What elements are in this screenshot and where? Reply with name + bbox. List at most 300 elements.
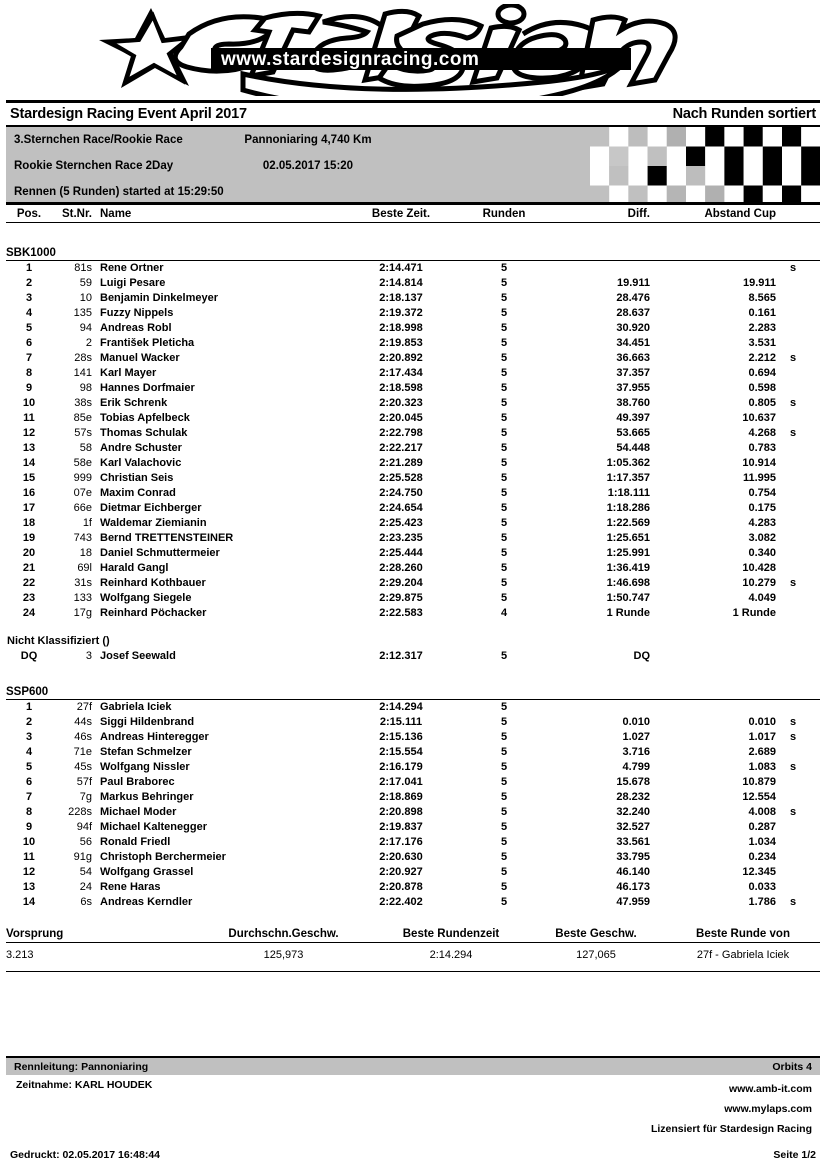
cell-time: 2:20.323 [379, 397, 423, 409]
cell-time: 2:20.892 [379, 352, 423, 364]
cell-time: 2:14.814 [379, 277, 423, 289]
col-name: Name [100, 205, 346, 223]
cell-stnr: 59 [79, 277, 92, 289]
cell-diff: 46.140 [616, 866, 650, 878]
cell-name: Markus Behringer [100, 791, 194, 803]
cell-cup [672, 260, 790, 276]
cell-name: Karl Valachovic [100, 457, 182, 469]
cell-pos: 2 [25, 716, 33, 728]
cell-diff: 37.955 [616, 382, 650, 394]
cell-cup: 0.340 [748, 547, 776, 559]
cell-stnr: 1f [82, 517, 92, 529]
cell-time: 2:17.434 [379, 367, 423, 379]
table-row [6, 820, 820, 835]
footer-bar [6, 1056, 820, 1075]
cell-flag [790, 561, 820, 576]
cell-pos: 8 [25, 806, 33, 818]
race-status: Rennen (5 Runden) started at 15:29:50 [14, 186, 224, 198]
link-mylaps[interactable]: www.mylaps.com [724, 1103, 812, 1115]
cell-flag: s [790, 731, 797, 743]
cell-name: Fuzzy Nippels [100, 307, 174, 319]
table-row [6, 381, 820, 396]
cell-pos: 5 [25, 322, 33, 334]
cell-cup: 0.033 [748, 881, 776, 893]
cell-diff: 1:36.419 [606, 562, 650, 574]
cell-name: Andreas Kerndler [100, 896, 193, 908]
cell-pos: 16 [22, 487, 36, 499]
cell-flag [790, 276, 820, 291]
cell-laps: 5 [500, 307, 508, 319]
table-row [6, 306, 820, 321]
cell-pos: 3 [25, 731, 33, 743]
table-row [6, 790, 820, 805]
table-row [6, 880, 820, 895]
cell-cup: 8.565 [748, 292, 776, 304]
cell-laps: 5 [500, 866, 508, 878]
cell-name: Andre Schuster [100, 442, 182, 454]
col-laps: Runden [456, 205, 552, 223]
cell-flag: s [790, 716, 797, 728]
table-row [6, 321, 820, 336]
cell-laps: 5 [500, 896, 508, 908]
table-row [6, 260, 820, 276]
cell-name: Karl Mayer [100, 367, 157, 379]
cell-laps: 5 [500, 577, 508, 589]
cell-diff: 4.799 [622, 761, 650, 773]
group-spacer [6, 664, 820, 684]
cell-stnr: 28s [74, 352, 92, 364]
cell-time: 2:29.875 [379, 592, 423, 604]
cell-cup: 1.017 [748, 731, 776, 743]
cell-diff [552, 699, 672, 715]
cell-stnr: 38s [74, 397, 92, 409]
track-name: Pannoniaring 4,740 Km [244, 134, 372, 146]
cell-time: 2:25.528 [379, 472, 423, 484]
cell-flag [790, 516, 820, 531]
cell-time: 2:20.878 [379, 881, 423, 893]
cell-time: 2:18.869 [379, 791, 423, 803]
cell-time: 2:14.294 [379, 701, 423, 713]
table-row [6, 775, 820, 790]
cell-time: 2:14.471 [379, 262, 423, 274]
cell-pos: 6 [25, 776, 33, 788]
cell-laps: 5 [500, 517, 508, 529]
cell-name: Gabriela Iciek [100, 701, 172, 713]
page-number: Seite 1/2 [773, 1149, 816, 1161]
summary-val-best-speed: 127,065 [526, 942, 666, 971]
cell-flag [790, 441, 820, 456]
cell-laps: 5 [500, 502, 508, 514]
summary-col-best-by: Beste Runde von [666, 926, 820, 943]
cell-name: Michael Moder [100, 806, 177, 818]
timing-credit: Zeitnahme: KARL HOUDEK [16, 1079, 153, 1091]
cell-diff: 0.010 [622, 716, 650, 728]
cell-pos: 23 [22, 592, 36, 604]
cell-flag [790, 606, 820, 621]
cell-laps: 5 [500, 292, 508, 304]
cell-flag [790, 471, 820, 486]
cell-stnr: 31s [74, 577, 92, 589]
cell-stnr: 57f [76, 776, 92, 788]
cell-name: Wolfgang Nissler [100, 761, 190, 773]
summary-col-avg-speed: Durchschn.Geschw. [191, 926, 376, 943]
cell-time: 2:19.372 [379, 307, 423, 319]
cell-cup: 2.212 [748, 352, 776, 364]
cell-diff: 1:50.747 [606, 592, 650, 604]
group-name: SBK1000 [6, 246, 56, 259]
cell-cup: 12.554 [742, 791, 776, 803]
cell-cup: 0.287 [748, 821, 776, 833]
cell-name: Andreas Robl [100, 322, 172, 334]
cell-diff: 19.911 [616, 277, 650, 289]
cell-time: 2:18.598 [379, 382, 423, 394]
cell-cup: 1.034 [748, 836, 776, 848]
column-header-row [6, 205, 820, 223]
cell-stnr: 743 [73, 532, 92, 544]
logo-svg [93, 4, 793, 96]
cell-laps: 5 [500, 337, 508, 349]
cell-flag: s [790, 761, 797, 773]
cell-laps: 5 [500, 427, 508, 439]
group-rows-sbk1000 [6, 260, 820, 621]
cell-laps: 5 [500, 851, 508, 863]
cell-stnr: 24 [79, 881, 92, 893]
cell-pos: 7 [25, 352, 33, 364]
cell-stnr: 3 [85, 650, 92, 662]
col-flag [790, 205, 820, 223]
cell-diff: 47.959 [616, 896, 650, 908]
cell-flag: s [790, 577, 797, 589]
cell-stnr: 228s [68, 806, 92, 818]
cell-stnr: 18 [79, 547, 92, 559]
cell-stnr: 17g [73, 607, 92, 619]
cell-diff: 15.678 [616, 776, 650, 788]
cell-time: 2:17.041 [379, 776, 423, 788]
cell-name: Reinhard Kothbauer [100, 577, 206, 589]
table-row [6, 850, 820, 865]
stardesign-logo [6, 0, 820, 100]
cell-stnr: 999 [73, 472, 92, 484]
cell-name: Daniel Schmuttermeier [100, 547, 220, 559]
cell-stnr: 10 [79, 292, 92, 304]
cell-stnr: 46s [74, 731, 92, 743]
cell-time: 2:25.423 [379, 517, 423, 529]
cell-stnr: 45s [74, 761, 92, 773]
summary-col-vorsprung: Vorsprung [6, 926, 191, 943]
event-title: Stardesign Racing Event April 2017 [10, 106, 247, 122]
cell-cup: 10.637 [742, 412, 776, 424]
cell-laps: 5 [500, 547, 508, 559]
group-header-ssp600 [6, 684, 820, 700]
cell-pos: 14 [22, 457, 36, 469]
table-row [6, 291, 820, 306]
cell-flag: s [790, 427, 797, 439]
table-row [6, 426, 820, 441]
cell-flag: s [790, 806, 797, 818]
cell-time: 2:28.260 [379, 562, 423, 574]
cell-laps: 5 [500, 761, 508, 773]
cell-pos: 22 [22, 577, 36, 589]
cell-stnr: 69l [77, 562, 92, 574]
info-row-session [6, 153, 820, 179]
cell-flag [790, 531, 820, 546]
cell-time: 2:22.583 [379, 607, 423, 619]
cell-name: Benjamin Dinkelmeyer [100, 292, 218, 304]
cell-laps: 5 [500, 412, 508, 424]
cell-cup: 3.082 [748, 532, 776, 544]
footer-content [6, 1075, 820, 1139]
cell-flag [790, 790, 820, 805]
cell-stnr: 141 [73, 367, 92, 379]
cell-pos: DQ [20, 650, 38, 662]
col-diff: Diff. [552, 205, 672, 223]
cell-time: 2:20.927 [379, 866, 423, 878]
cell-name: Andreas Hinteregger [100, 731, 209, 743]
cell-flag [790, 291, 820, 306]
cell-time: 2:18.998 [379, 322, 423, 334]
cell-pos: 8 [25, 367, 33, 379]
cell-pos: 6 [25, 337, 33, 349]
cell-cup: 0.234 [748, 851, 776, 863]
cell-cup: 12.345 [742, 866, 776, 878]
summary-header-row [6, 926, 820, 943]
summary-value-row [6, 942, 820, 971]
cell-stnr: 71e [73, 746, 92, 758]
cell-cup: 2.689 [748, 746, 776, 758]
cell-pos: 20 [22, 547, 36, 559]
cell-stnr: 44s [74, 716, 92, 728]
table-row [6, 699, 820, 715]
cell-laps: 5 [500, 776, 508, 788]
session-datetime: 02.05.2017 15:20 [262, 160, 354, 172]
cell-pos: 15 [22, 472, 36, 484]
cell-laps: 5 [500, 397, 508, 409]
cell-laps: 5 [500, 791, 508, 803]
table-row [6, 760, 820, 775]
cell-pos: 24 [22, 607, 36, 619]
col-stnr: St.Nr. [52, 205, 100, 223]
summary-val-best-lap: 2:14.294 [376, 942, 526, 971]
race-name: 3.Sternchen Race/Rookie Race [14, 134, 183, 146]
cell-diff: 53.665 [616, 427, 650, 439]
cell-laps: 5 [500, 806, 508, 818]
summary-val-vorsprung: 3.213 [6, 942, 191, 971]
cell-time: 2:20.630 [379, 851, 423, 863]
cell-stnr: 6s [80, 896, 92, 908]
cell-pos: 21 [22, 562, 36, 574]
cell-stnr: 91g [73, 851, 92, 863]
cell-time: 2:22.798 [379, 427, 423, 439]
cell-flag: s [790, 352, 797, 364]
cell-time: 2:20.898 [379, 806, 423, 818]
cell-pos: 10 [22, 397, 36, 409]
cell-pos: 1 [25, 262, 33, 274]
cell-pos: 3 [25, 292, 33, 304]
cell-cup: 0.010 [748, 716, 776, 728]
cell-cup: 4.049 [748, 592, 776, 604]
cell-name: Rene Ortner [100, 262, 164, 274]
cell-cup: 0.694 [748, 367, 776, 379]
table-row [6, 835, 820, 850]
orbits-version: Orbits 4 [772, 1060, 812, 1073]
table-row [6, 715, 820, 730]
cell-name: Waldemar Ziemianin [100, 517, 207, 529]
cell-name: Manuel Wacker [100, 352, 180, 364]
group-rows-ssp600 [6, 699, 820, 910]
cell-laps: 5 [500, 701, 508, 713]
cell-diff: 1:25.991 [606, 547, 650, 559]
cell-pos: 2 [25, 277, 33, 289]
cell-name: Tobias Apfelbeck [100, 412, 190, 424]
cell-laps: 5 [500, 821, 508, 833]
summary-val-best-by: 27f - Gabriela Iciek [666, 942, 820, 971]
license-text: Lizensiert für Stardesign Racing [650, 1123, 812, 1135]
cell-time: 2:24.750 [379, 487, 423, 499]
cell-flag [790, 591, 820, 606]
table-row [6, 276, 820, 291]
logo-url-text: www.stardesignracing.com [221, 49, 480, 70]
results-table [6, 205, 820, 910]
cell-cup: 0.783 [748, 442, 776, 454]
table-row [6, 471, 820, 486]
table-row [6, 396, 820, 411]
cell-diff: 1 Runde [606, 607, 650, 619]
cell-diff [552, 260, 672, 276]
table-row [6, 591, 820, 606]
cell-pos: 12 [22, 427, 36, 439]
cell-cup: 4.008 [748, 806, 776, 818]
cell-cup: 1.083 [748, 761, 776, 773]
cell-diff: 38.760 [616, 397, 650, 409]
unclassified-section [6, 621, 820, 664]
cell-diff: 49.397 [616, 412, 650, 424]
cell-flag: s [790, 262, 797, 274]
cell-cup: 0.175 [748, 502, 776, 514]
cell-name: Paul Braborec [100, 776, 175, 788]
cell-stnr: 07e [73, 487, 92, 499]
cell-cup: 19.911 [742, 277, 776, 289]
summary-col-best-speed: Beste Geschw. [526, 926, 666, 943]
cell-time: 2:12.317 [379, 650, 423, 662]
cell-diff: 28.476 [616, 292, 650, 304]
cell-cup: 0.161 [748, 307, 776, 319]
cell-stnr: 7g [79, 791, 92, 803]
cell-name: Erik Schrenk [100, 397, 168, 409]
cell-diff: 36.663 [616, 352, 650, 364]
cell-flag [790, 649, 820, 664]
cell-time: 2:19.837 [379, 821, 423, 833]
cell-pos: 10 [22, 836, 36, 848]
cell-stnr: 57s [74, 427, 92, 439]
cell-cup: 0.598 [748, 382, 776, 394]
cell-time: 2:17.176 [379, 836, 423, 848]
cell-pos: 7 [25, 791, 33, 803]
cell-laps: 5 [500, 650, 508, 662]
cell-diff: 37.357 [616, 367, 650, 379]
cell-name: Josef Seewald [100, 650, 176, 662]
printed-timestamp: Gedruckt: 02.05.2017 16:48:44 [10, 1149, 161, 1161]
cell-pos: 12 [22, 866, 36, 878]
cell-diff: 32.527 [616, 821, 650, 833]
cell-pos: 17 [22, 502, 36, 514]
cell-pos: 1 [25, 701, 33, 713]
session-name: Rookie Sternchen Race 2Day [14, 160, 174, 172]
cell-stnr: 98 [79, 382, 92, 394]
table-row [6, 516, 820, 531]
cell-flag [790, 381, 820, 396]
col-cup: Abstand Cup [672, 205, 790, 223]
cell-cup: 0.805 [748, 397, 776, 409]
cell-name: Wolfgang Siegele [100, 592, 192, 604]
footer-bottom [6, 1139, 820, 1161]
cell-cup: 10.279 [742, 577, 776, 589]
cell-name: Thomas Schulak [100, 427, 188, 439]
table-row [6, 501, 820, 516]
cell-laps: 5 [500, 731, 508, 743]
table-row [6, 411, 820, 426]
cell-flag: s [790, 397, 797, 409]
table-row [6, 895, 820, 910]
cell-name: Christoph Berchermeier [100, 851, 226, 863]
cell-diff: 46.173 [616, 881, 650, 893]
cell-stnr: 66e [73, 502, 92, 514]
cell-pos: 19 [22, 532, 36, 544]
cell-name: Rene Haras [100, 881, 161, 893]
cell-cup [672, 649, 790, 664]
cell-cup: 10.914 [742, 457, 776, 469]
cell-diff: 1:18.111 [607, 487, 650, 499]
cell-name: Harald Gangl [100, 562, 169, 574]
cell-flag [790, 835, 820, 850]
col-time: Beste Zeit. [346, 205, 456, 223]
table-row [6, 441, 820, 456]
cell-flag [790, 501, 820, 516]
cell-cup: 4.268 [748, 427, 776, 439]
link-amb-it[interactable]: www.amb-it.com [728, 1083, 812, 1095]
cell-laps: 4 [500, 607, 508, 619]
cell-flag [790, 336, 820, 351]
cell-name: Reinhard Pöchacker [100, 607, 207, 619]
cell-time: 2:22.217 [379, 442, 423, 454]
cell-diff: 30.920 [616, 322, 650, 334]
table-row [6, 546, 820, 561]
table-row [6, 730, 820, 745]
cell-name: Bernd TRETTENSTEINER [100, 532, 234, 544]
cell-cup: 11.995 [742, 472, 776, 484]
cell-laps: 5 [500, 382, 508, 394]
cell-pos: 18 [22, 517, 36, 529]
race-direction: Rennleitung: Pannoniaring [14, 1060, 149, 1073]
table-row [6, 865, 820, 880]
cell-time: 2:23.235 [379, 532, 423, 544]
col-pos: Pos. [6, 205, 52, 223]
cell-pos: 14 [22, 896, 36, 908]
cell-time: 2:18.137 [379, 292, 423, 304]
cell-flag [790, 411, 820, 426]
cell-cup: 1 Runde [732, 607, 776, 619]
cell-laps: 5 [500, 352, 508, 364]
cell-stnr: 81s [74, 262, 92, 274]
cell-flag: s [790, 896, 797, 908]
cell-time: 2:29.204 [379, 577, 423, 589]
cell-stnr: 94 [79, 322, 92, 334]
table-row [6, 351, 820, 366]
cell-diff: 34.451 [616, 337, 650, 349]
cell-diff: 1:05.362 [606, 457, 650, 469]
cell-name: Michael Kaltenegger [100, 821, 207, 833]
cell-cup: 0.754 [748, 487, 776, 499]
cell-time: 2:25.444 [379, 547, 423, 559]
